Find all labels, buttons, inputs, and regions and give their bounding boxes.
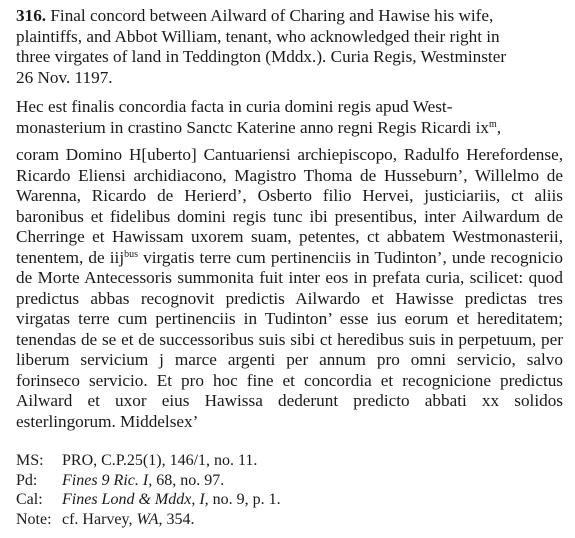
source-pd-ref: 68, no. 97. xyxy=(152,471,225,489)
heading-line-3: three virgates of land in Teddington (Mddx.). Curia Regis, Westminster xyxy=(16,47,507,66)
source-cal-label: Cal: xyxy=(16,491,43,508)
source-pd-value xyxy=(62,471,224,491)
source-cal-value xyxy=(62,490,281,510)
entry-heading xyxy=(16,6,563,88)
heading-line-4: 26 Nov. 1197. xyxy=(16,67,113,87)
charter-body-superscript: bus xyxy=(124,248,139,260)
charter-body xyxy=(16,145,563,432)
charter-body-part-2: virgatis terre cum pertinenciis in Tudinton’, unde recognicio de Morte Antecessoris summonita fuit inter eos in prefata curia, scilicet: quod predictus abbas recognovit predictis Ailwardo et Hawisse predictas tres virgatas terre cum pertinenciis in Tudinton’ esse ius eorum et hereditatem; tenendas de se et de successoribus suis sibi ct heredibus suis in perpetuum, per liberum servicium j marce argenti per annum pro omni servicio, salvo forinseco servicio. Et pro hoc fine et concordia et recognicione predictus Ailward et uxor eius Hawissa dederunt predicto abbati xx solidos esterlingorum. Middelsex’ xyxy=(16,247,563,431)
intro-line-1: Hec est finalis concordia facta in curia domini regis apud West- xyxy=(16,97,453,116)
intro-superscript: m xyxy=(489,118,497,130)
source-cal xyxy=(16,490,563,510)
source-note-label: Note: xyxy=(16,510,52,528)
intro-end: , xyxy=(496,117,502,137)
source-list xyxy=(16,451,563,529)
source-pd-title: Fines 9 Ric. I, xyxy=(62,471,153,489)
heading-line-2: plaintiffs, and Abbot William, tenant, who acknowledged their right in xyxy=(16,26,500,46)
charter-intro xyxy=(16,97,563,138)
source-ms xyxy=(16,451,563,471)
heading-line-1: Final concord between Ailward of Charing and Hawise his wife, xyxy=(50,6,494,25)
source-note-title: WA xyxy=(136,510,159,528)
source-note-pre: cf. Harvey, xyxy=(62,510,137,528)
source-ms-label: MS: xyxy=(16,452,44,469)
source-note-value xyxy=(62,510,194,530)
entry-number: 316. xyxy=(16,6,47,25)
source-cal-title: Fines Lond & Mddx, I, xyxy=(62,491,209,508)
source-note xyxy=(16,510,563,530)
source-pd xyxy=(16,471,563,491)
source-ms-value: PRO, C.P.25(1), 146/1, no. 11. xyxy=(62,452,258,469)
source-note-ref: , 354. xyxy=(158,510,195,528)
source-cal-ref: no. 9, p. 1. xyxy=(208,491,281,508)
charter-text xyxy=(16,97,563,432)
intro-line-2: monasterium in crastino Sanctc Katerine anno regni Regis Ricardi ix xyxy=(16,117,490,137)
source-pd-label: Pd: xyxy=(16,471,38,489)
charter-body-part-1: coram Domino H[uberto] Cantuariensi archiepiscopo, Radulfo Herefordense, Ricardo Eliensi archidiacono, Magistro Thoma de Husseburn’, Willelmo de Warenna, Ricardo de Herierd’, Osberto filio Hervei, justiciariis, ct aliis baronibus et fidelibus domini regis tunc ibi presentibus, inter Ailwardum de Cherringe et Hawissam uxorem suam, petentes, ct abbatem Westmonasterii, tenentem, de iij xyxy=(16,145,563,267)
